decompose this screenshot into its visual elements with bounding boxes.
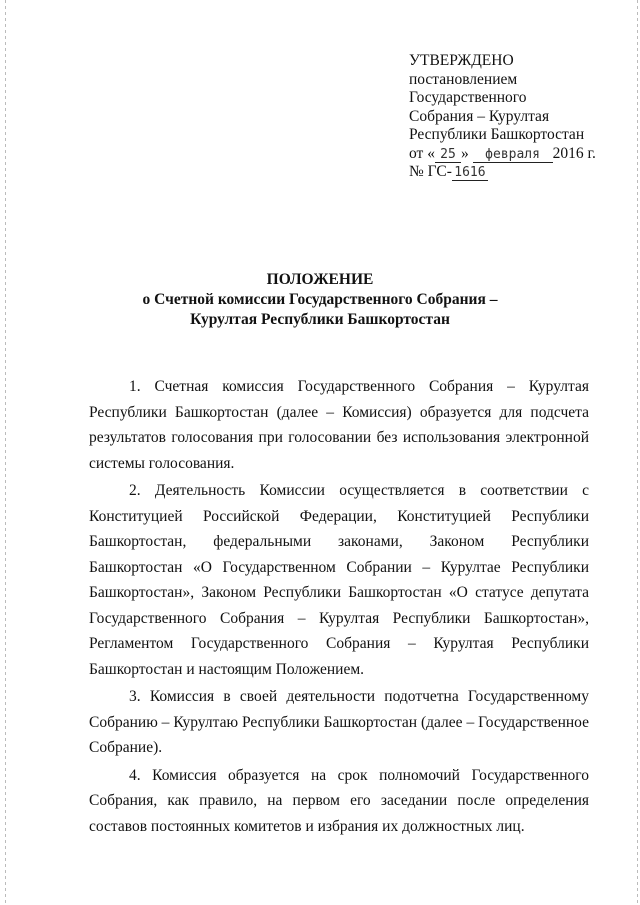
number-prefix: № ГС- [409, 163, 452, 180]
approval-date [409, 145, 629, 164]
document-body [89, 374, 589, 841]
approval-line-2: Государственного [409, 89, 527, 106]
number-value: 1616 [452, 166, 488, 181]
approval-line-3: Собрания – Курултая [409, 107, 550, 125]
date-year: 2016 г. [552, 144, 596, 162]
page-edge-left [5, 0, 6, 905]
approval-stamp [409, 52, 629, 182]
date-mid: » [460, 144, 469, 162]
document-title [0, 270, 640, 330]
approval-line-1: постановлением [409, 70, 518, 88]
date-prefix: от « [409, 144, 435, 162]
paragraph-3: 3. Комиссия в своей деятельности подотчетна Государственному Собранию – Курултаю Республики Башкортостан (далее – Государственное Собрание). [89, 688, 589, 756]
approval-number [409, 163, 629, 182]
paragraph-1: 1. Счетная комиссия Государственного Собрания – Курултая Республики Башкортостан (далее – Комиссия) образуется для подсчета результатов голосования при голосовании без использования электронной системы голосования. [89, 378, 589, 472]
date-month: февраля [473, 148, 553, 163]
title-subtitle-line-1: о Счетной комиссии Государственного Собрания – [142, 291, 498, 308]
title-heading: ПОЛОЖЕНИЕ [266, 271, 374, 288]
approval-line-4: Республики Башкортостан [409, 126, 585, 143]
page-edge-right [637, 0, 638, 905]
paragraph-4: 4. Комиссия образуется на срок полномочий Государственного Собрания, как правило, на первом его заседании после определения составов постоянных комитетов и избрания их должностных лиц. [89, 766, 589, 835]
title-subtitle-line-2: Курултая Республики Башкортостан [190, 311, 450, 328]
paragraph-2: 2. Деятельность Комиссии осуществляется в соответствии с Конституцией Российской Федерации, Конституцией Республики Башкортостан, федеральными законами, Законом Республики Башкортостан «О Государственном Собрании – Курултае Республики Башкортостан», Законом Республики Башкортостан «О статусе депутата Государственного Собрания – Курултая Республики Башкортостан», Регламентом Государственного Собрания – Курултая Республики Башкортостан и настоящим Положением. [89, 482, 589, 678]
date-day: 25 [435, 148, 461, 163]
approval-heading: УТВЕРЖДЕНО [409, 52, 514, 69]
